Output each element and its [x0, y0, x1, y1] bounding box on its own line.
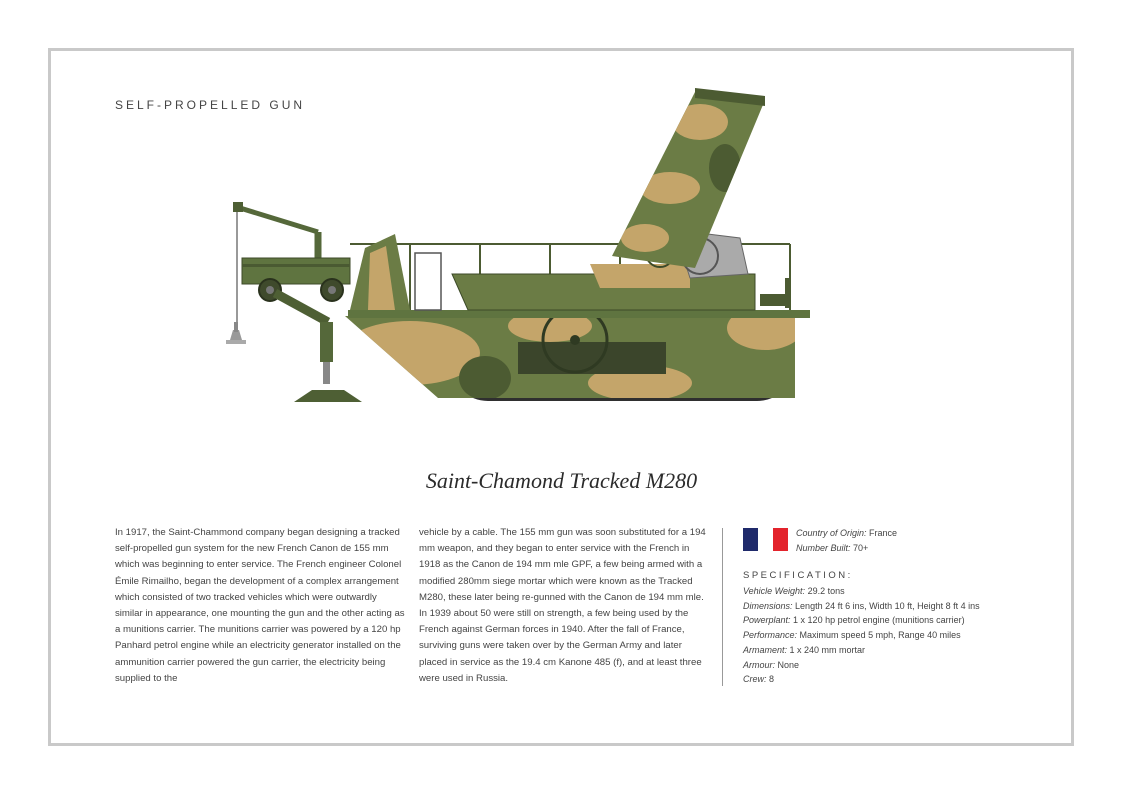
specification-list	[743, 584, 980, 687]
spec-dimensions	[743, 599, 980, 614]
front-jack	[275, 293, 362, 402]
spec-performance	[743, 628, 980, 643]
vehicle-title: Saint-Chamond Tracked M280	[425, 468, 698, 493]
origin-block	[796, 526, 897, 556]
built-value: 70+	[853, 543, 869, 553]
specification-heading: SPECIFICATION:	[743, 570, 853, 581]
spec-crew	[743, 672, 980, 687]
flag-stripe-red	[773, 528, 788, 551]
spec-label: Performance:	[743, 630, 798, 641]
country-of-origin	[796, 526, 897, 541]
hull-body	[340, 306, 803, 401]
spec-vehicle-weight	[743, 584, 980, 599]
spec-value: Length 24 ft 6 ins, Width 10 ft, Height 8 ft 4 ins	[795, 600, 980, 611]
spec-value: None	[777, 659, 800, 670]
column-divider	[722, 528, 723, 686]
description-column-2: vehicle by a cable. The 155 mm gun was soon substituted for a 194 mm weapon, and they began to enter service with the French in 1918 as the Canon de 194 mm mle GPF, a few being armed with a modified 280mm siege mortar which were known as the Tracked M280, these later being re-gunned with the Canon de 194 mm mle. In 1939 about 50 were still on strength, a few being used by the French against German forces in 1940. After the fall of France, surviving guns were taken over by the German Army and later placed in service as the 19.4 cm Kanone 485 (f), and at least three were used in Russia.	[419, 527, 706, 684]
category-label: SELF-PROPELLED GUN	[115, 98, 306, 112]
spec-label: Vehicle Weight:	[743, 586, 806, 596]
description-column-1: In 1917, the Saint-Chammond company began designing a tracked self-propelled gun system for the new French Canon de 155 mm which was beginning to enter service. The French engineer Colonel Émile Rimailho, began the development of a complex arrangement which consisted of two tracked vehicles which were outwardly similar in appearance, one mounting the gun and the other acting as a munitions carrier. The munitions carrier was powered by a 120 hp Panhard petrol engine while an electricity generator installed on the ammunition carrier powered the gun carrier, the electricity being supplied to the	[115, 527, 405, 684]
spec-value: Maximum speed 5 mph, Range 40 miles	[799, 630, 961, 641]
built-label: Number Built:	[796, 543, 851, 553]
spec-armour	[743, 658, 980, 673]
spec-label: Crew:	[743, 674, 767, 685]
flag-stripe-white	[758, 528, 773, 551]
spec-value: 1 x 120 hp petrol engine (munitions carrier)	[793, 615, 965, 626]
spec-value: 1 x 240 mm mortar	[789, 644, 866, 655]
front-cart	[242, 258, 350, 301]
vehicle-illustration	[220, 78, 820, 413]
french-flag-icon	[743, 528, 788, 551]
mortar-barrel	[612, 88, 765, 268]
spec-label: Armament:	[743, 644, 788, 655]
country-value: France	[869, 528, 898, 538]
spec-armament	[743, 643, 980, 658]
spec-label: Dimensions:	[743, 600, 793, 611]
spec-value: 8	[769, 674, 775, 685]
spec-label: Powerplant:	[743, 615, 791, 626]
spec-label: Armour:	[743, 659, 776, 670]
spec-value: 29.2 tons	[807, 586, 845, 596]
flag-stripe-blue	[743, 528, 758, 551]
number-built	[796, 541, 897, 556]
country-label: Country of Origin:	[796, 528, 867, 538]
spec-powerplant	[743, 613, 980, 628]
